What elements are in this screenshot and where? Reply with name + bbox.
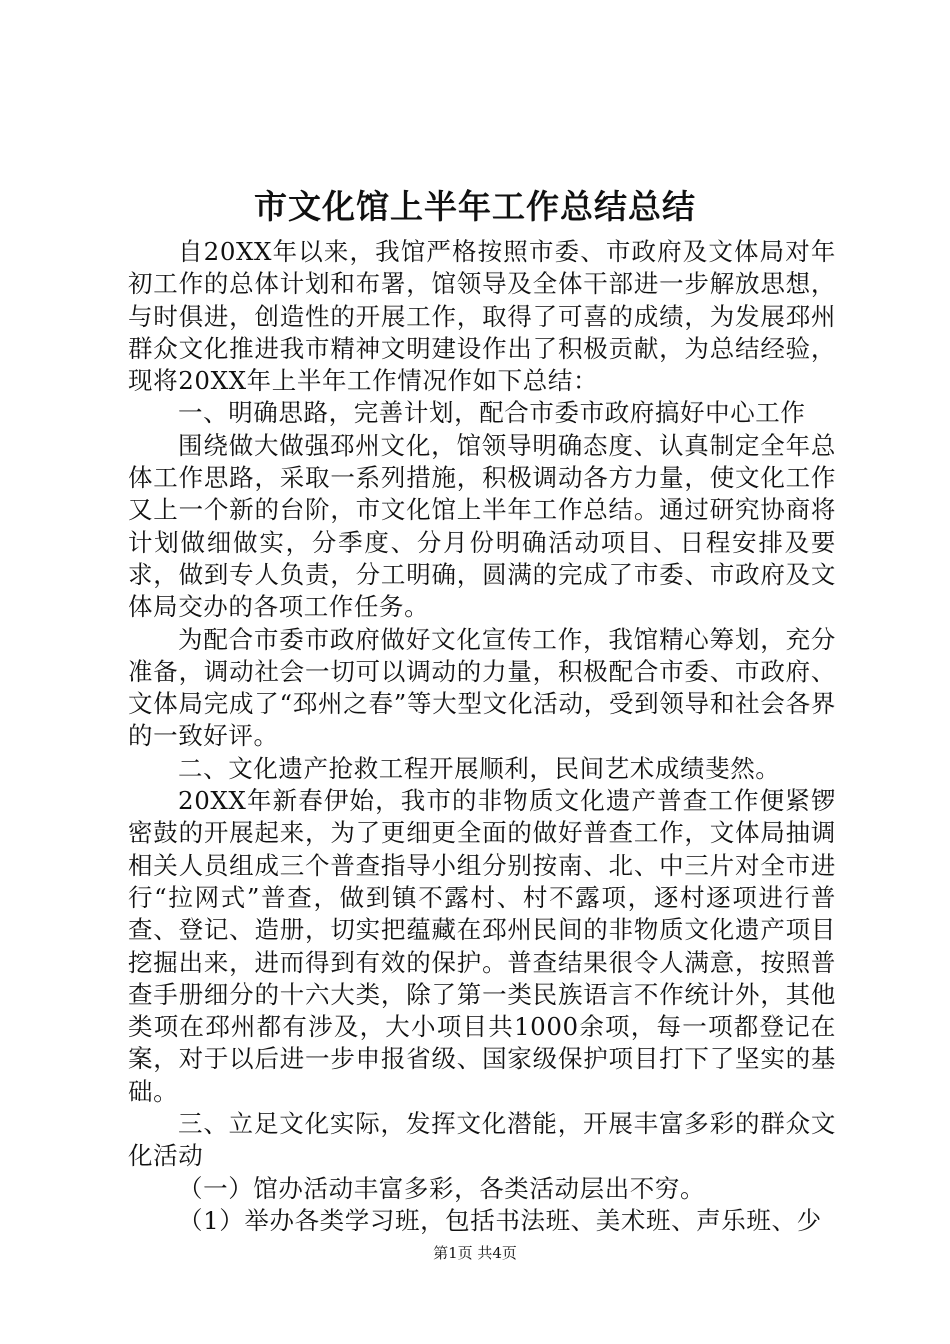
paragraph-intro: 自20XX年以来，我馆严格按照市委、市政府及文体局对年初工作的总体计划和布署，馆领导及全体干部进一步解放思想，与时俱进，创造性的开展工作，取得了可喜的成绩，为发展邳州群众文化推进我市精神文明建设作出了积极贡献，为总结经验，现将20XX年上半年工作情况作如下总结：	[128, 237, 836, 396]
document-title: 市文化馆上半年工作总结总结	[254, 187, 696, 226]
heading-section-3: 三、立足文化实际，发挥文化潜能，开展丰富多彩的群众文化活动	[128, 1109, 836, 1171]
document-body	[128, 236, 836, 1237]
paragraph-section-1-b: 为配合市委市政府做好文化宣传工作，我馆精心筹划，充分准备，调动社会一切可以调动的力量，积极配合市委、市政府、文体局完成了“邳州之春”等大型文化活动，受到领导和社会各界的一致好评。	[128, 624, 836, 751]
page-footer: 第1页 共4页	[433, 1244, 517, 1262]
subheading-section-3-1: （一）馆办活动丰富多彩，各类活动层出不穷。	[178, 1173, 706, 1203]
paragraph-section-1-a: 围绕做大做强邳州文化，馆领导明确态度、认真制定全年总体工作思路，采取一系列措施，积极调动各方力量，使文化工作又上一个新的台阶，市文化馆上半年工作总结。通过研究协商将计划做细做实，分季度、分月份明确活动项目、日程安排及要求，做到专人负责，分工明确，圆满的完成了市委、市政府及文体局交办的各项工作任务。	[128, 430, 836, 622]
paragraph-section-3-1-1: （1）举办各类学习班，包括书法班、美术班、声乐班、少	[178, 1205, 822, 1235]
heading-section-1: 一、明确思路，完善计划，配合市委市政府搞好中心工作	[178, 398, 806, 428]
heading-section-2: 二、文化遗产抢救工程开展顺利，民间艺术成绩斐然。	[178, 753, 781, 783]
paragraph-section-2: 20XX年新春伊始，我市的非物质文化遗产普查工作便紧锣密鼓的开展起来，为了更细更全面的做好普查工作，文体局抽调相关人员组成三个普查指导小组分别按南、北、中三片对全市进行“拉网式”普查，做到镇不露村、村不露项，逐村逐项进行普查、登记、造册，切实把蕴藏在邳州民间的非物质文化遗产项目挖掘出来，进而得到有效的保护。普查结果很令人满意，按照普查手册细分的十六大类，除了第一类民族语言不作统计外，其他类项在邳州都有涉及，大小项目共1000余项，每一项都登记在案，对于以后进一步申报省级、国家级保护项目打下了坚实的基础。	[128, 786, 836, 1106]
